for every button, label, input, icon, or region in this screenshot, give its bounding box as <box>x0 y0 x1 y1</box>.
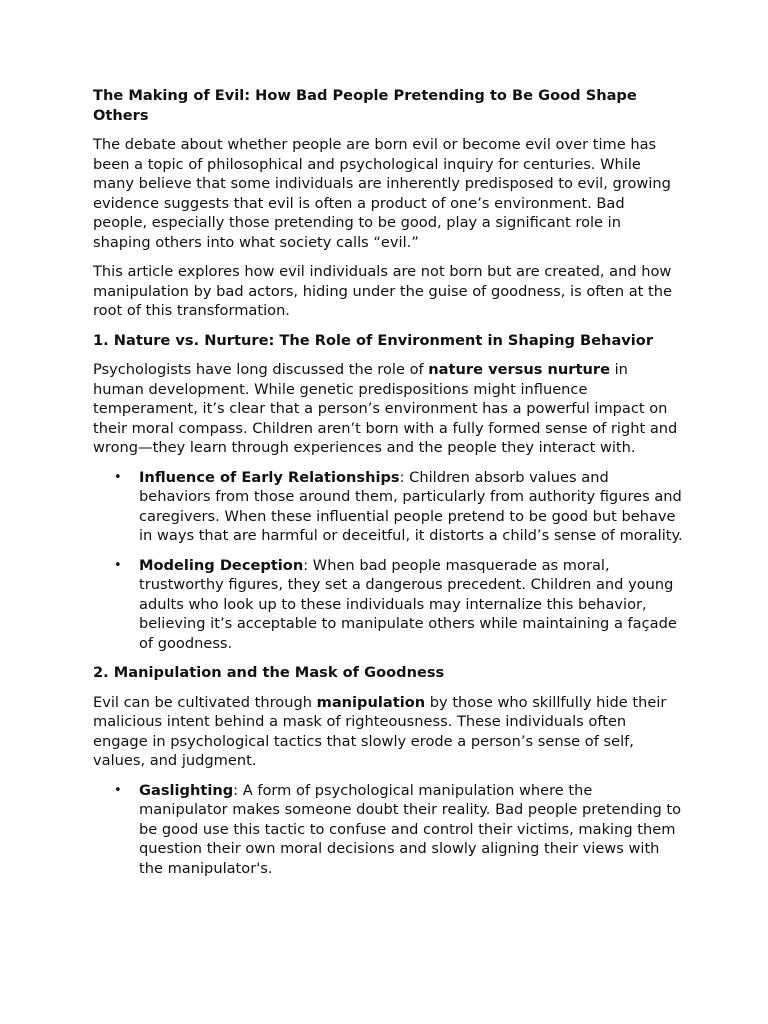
document-page <box>93 86 683 888</box>
bullet-text: : When bad people masquerade as moral, trustworthy figures, they set a dangerous precedent. Children and young adults who look up to these individuals may internalize this behavior, believing it’s acceptable to manipulate others while maintaining a façade of goodness. <box>139 556 677 652</box>
document-title: The Making of Evil: How Bad People Pretending to Be Good Shape Others <box>93 87 637 124</box>
section-2-heading: 2. Manipulation and the Mask of Goodness <box>93 664 445 681</box>
bullet-term: Influence of Early Relationships <box>139 468 400 486</box>
section-2-paragraph-end: by those who skillfully hide their malicious intent behind a mask of righteousness. These individuals often engage in psychological tactics that slowly erode a person’s sense of self, values, and judgment. <box>93 693 667 769</box>
section-1-paragraph <box>93 360 683 458</box>
bullet-icon: • <box>114 557 122 573</box>
bullet-text: : Children absorb values and behaviors from those around them, particularly from authority figures and caregivers. When these influential people pretend to be good but behave in ways that are harmful or deceitful, it distorts a child’s sense of morality. <box>139 468 683 544</box>
bullet-term: Gaslighting <box>139 781 234 799</box>
section-2-paragraph-bold: manipulation <box>316 693 426 711</box>
section-2-bullet-list <box>93 781 683 879</box>
section-1-heading: 1. Nature vs. Nurture: The Role of Environment in Shaping Behavior <box>93 331 654 349</box>
section-1-bullet-list <box>93 468 683 654</box>
section-2-paragraph <box>93 693 683 771</box>
intro-paragraph-1: The debate about whether people are born evil or become evil over time has been a topic of philosophical and psychological inquiry for centuries. While many believe that some individuals are inherently predisposed to evil, growing evidence suggests that evil is often a product of one’s environment. Bad people, especially those pretending to be good, play a significant role in shaping others into what society calls “evil.” <box>93 136 671 251</box>
list-item <box>93 781 683 879</box>
list-item <box>93 556 683 654</box>
list-item <box>93 468 683 546</box>
section-1-paragraph-end: in human development. While genetic predispositions might influence temperament, it’s clear that a person’s environment has a powerful impact on their moral compass. Children aren’t born with a fully formed sense of right and wrong—they learn through experiences and the people they interact with. <box>93 361 678 456</box>
section-1-paragraph-start: Psychologists have long discussed the role of <box>93 361 429 378</box>
intro-paragraph-2: This article explores how evil individuals are not born but are created, and how manipulation by bad actors, hiding under the guise of goodness, is often at the root of this transformation. <box>93 263 672 319</box>
bullet-icon: • <box>114 782 122 798</box>
bullet-term: Modeling Deception <box>139 556 304 574</box>
section-2-paragraph-start: Evil can be cultivated through <box>93 693 317 711</box>
bullet-text: : A form of psychological manipulation where the manipulator makes someone doubt their reality. Bad people pretending to be good use this tactic to confuse and control their victims, making them question their own moral decisions and slowly aligning their views with the manipulator's. <box>139 781 682 877</box>
section-1-paragraph-bold: nature versus nurture <box>428 361 610 378</box>
bullet-icon: • <box>114 469 122 485</box>
